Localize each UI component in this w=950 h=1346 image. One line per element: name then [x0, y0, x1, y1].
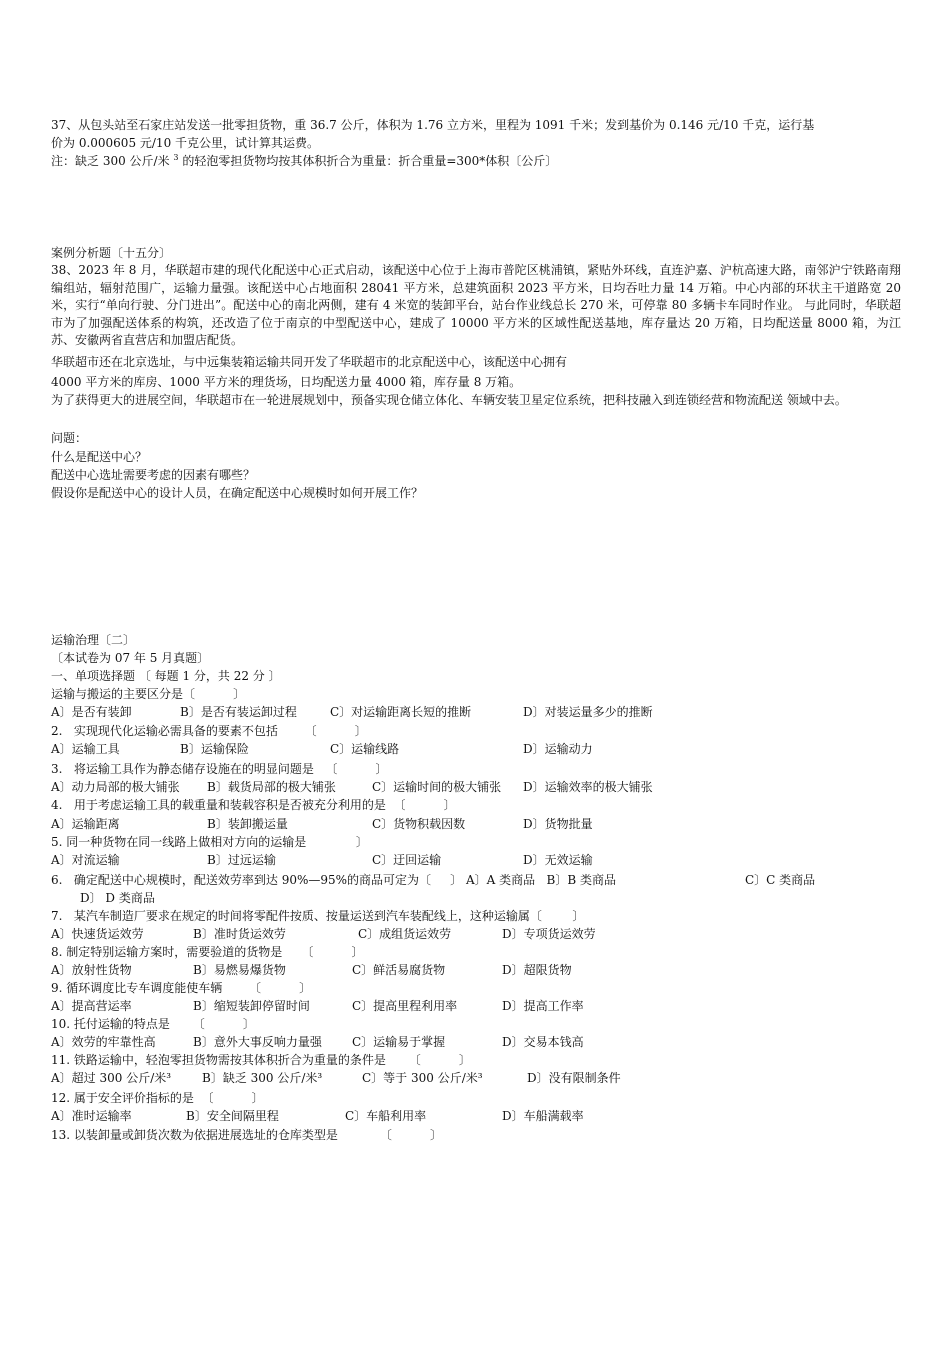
- exam-title: 运输治理〔二〕: [51, 633, 136, 647]
- mcq-option: D〕运输效率的极大铺张: [523, 780, 653, 794]
- mcq-option: A〕快速货运效劳: [51, 927, 144, 941]
- mcq-option: A〕动力局部的极大铺张: [51, 780, 180, 794]
- mcq-option: A〕运输工具: [51, 742, 120, 756]
- mcq-option: C〕运输易于掌握: [352, 1035, 446, 1049]
- mcq-option: B〕运输保险: [180, 742, 249, 756]
- mcq-question: 7. 某汽车制造厂要求在规定的时间将零配件按质、按量运送到汽车装配线上，这种运输属〔 〕: [51, 909, 585, 923]
- mcq-option: C〕等于 300 公斤/米³: [362, 1071, 483, 1085]
- mcq-option: D〕没有限制条件: [527, 1071, 621, 1085]
- exam-subtitle: 〔本试卷为 07 年 5 月真题〕: [51, 651, 210, 665]
- mcq-option: C〕C 类商品: [745, 873, 816, 887]
- mcq-question: 4. 用于考虑运输工具的载重量和装载容积是否被充分利用的是 〔 〕: [51, 798, 456, 812]
- case-question-2: 配送中心选址需要考虑的因素有哪些？: [51, 468, 256, 482]
- mcq-option: B〕易燃易爆货物: [193, 963, 286, 977]
- mcq-option: C〕车船利用率: [345, 1109, 427, 1123]
- q37-note: [51, 153, 557, 170]
- mcq-option: D〕 D 类商品: [80, 891, 155, 905]
- mcq-question: 12. 属于安全评价指标的是 〔 〕: [51, 1091, 264, 1105]
- mcq-option: B〕缩短装卸停留时间: [193, 999, 310, 1013]
- mcq-option: A〕准时运输率: [51, 1109, 132, 1123]
- mcq-question: 运输与搬运的主要区分是〔 〕: [51, 687, 246, 701]
- mcq-option: D〕无效运输: [523, 853, 593, 867]
- mcq-option: D〕专项货运效劳: [502, 927, 596, 941]
- mcq-question: 13. 以装卸量或卸货次数为依据进展选址的仓库类型是 〔 〕: [51, 1128, 443, 1142]
- mcq-question: 9. 循环调度比专车调度能使车辆 〔 〕: [51, 981, 312, 995]
- exam-section-heading: 一、单项选择题 〔 每题 1 分，共 22 分 〕: [51, 669, 281, 683]
- mcq-question: 8. 制定特别运输方案时，需要验道的货物是 〔 〕: [51, 945, 364, 959]
- mcq-question: 6. 确定配送中心规模时，配送效劳率到达 90%—95%的商品可定为〔 〕 A〕A 类商品 B〕B 类商品: [51, 873, 616, 887]
- mcq-option: B〕是否有装运卸过程: [180, 705, 297, 719]
- mcq-option: A〕对流运输: [51, 853, 120, 867]
- mcq-option: B〕装卸搬运量: [207, 817, 288, 831]
- mcq-option: A〕提高营运率: [51, 999, 132, 1013]
- mcq-option: A〕效劳的牢靠性高: [51, 1035, 156, 1049]
- mcq-option: C〕对运输距离长短的推断: [330, 705, 472, 719]
- q37-line-2: 价为 0.000605 元/10 千克公里，试计算其运费。: [51, 136, 320, 150]
- mcq-option: A〕超过 300 公斤/米³: [51, 1071, 172, 1085]
- case-paragraph-3: 为了获得更大的进展空间，华联超市在一轮进展规划中，预备实现仓储立体化、车辆安装卫星定位系统，把科技融入到连锁经营和物流配送 领域中去。: [51, 393, 847, 407]
- mcq-question: 5. 同一种货物在同一线路上做相对方向的运输是 〕: [51, 835, 368, 849]
- mcq-option: A〕是否有装卸: [51, 705, 132, 719]
- mcq-option: C〕提高里程利用率: [352, 999, 458, 1013]
- mcq-option: D〕对装运量多少的推断: [523, 705, 653, 719]
- mcq-option: A〕放射性货物: [51, 963, 132, 977]
- q37-note-post: 的轻泡零担货物均按其体积折合为重量：折合重量=300*体积〔公斤〕: [178, 154, 558, 168]
- mcq-question: 10. 托付运输的特点是 〔 〕: [51, 1017, 255, 1031]
- mcq-option: A〕运输距离: [51, 817, 120, 831]
- mcq-option: B〕准时货运效劳: [193, 927, 286, 941]
- mcq-option: D〕提高工作率: [502, 999, 584, 1013]
- mcq-option: B〕载货局部的极大铺张: [207, 780, 336, 794]
- mcq-option: D〕超限货物: [502, 963, 572, 977]
- q37-note-sup: 3: [173, 153, 179, 162]
- case-paragraph-1: 38、2023 年 8 月，华联超市建的现代化配送中心正式启动，该配送中心位于上海市普陀区桃浦镇，紧贴外环线，直连沪嘉、沪杭高速大路，南邻沪宁铁路南翔编组站，辐射范围广，运输力量强。该配送中心占地面积 28041 平方米，总建筑面积 2023 平方米，日均吞吐力量 14 万箱。中心内部的环状主干道路宽 20 米，实行“单向行驶、分门进出”。配送中心的南北两侧，建有 4 米宽的装卸平台，站台作业线总长 270 米，可停靠 80 多辆卡车同时作业。 与此同时，华联超市为了加强配送体系的构筑，还改造了位于南京的中型配送中心，建成了 10000 平方米的区域性配送基地，库存量达 20 万箱，日均配送量 8000 箱，为江苏、安徽两省直营店和加盟店配货。: [51, 263, 901, 347]
- mcq-option: B〕安全间隔里程: [186, 1109, 279, 1123]
- mcq-option: C〕运输线路: [330, 742, 400, 756]
- mcq-question: 2. 实现现代化运输必需具备的要素不包括 〔 〕: [51, 724, 367, 738]
- mcq-option: C〕运输时间的极大铺张: [372, 780, 502, 794]
- mcq-option: D〕车船满载率: [502, 1109, 584, 1123]
- mcq-option: D〕运输动力: [523, 742, 593, 756]
- mcq-option: B〕过远运输: [207, 853, 276, 867]
- case-paragraph-2a: 华联超市还在北京选址，与中远集装箱运输共同开发了华联超市的北京配送中心，该配送中心拥有: [51, 355, 568, 369]
- q37-note-pre: 注：缺乏 300 公斤/米: [51, 154, 174, 168]
- case-question-3: 假设你是配送中心的设计人员，在确定配送中心规模时如何开展工作？: [51, 486, 424, 500]
- mcq-option: C〕成组货运效劳: [358, 927, 452, 941]
- mcq-option: D〕货物批量: [523, 817, 593, 831]
- case-question-1: 什么是配送中心？: [51, 450, 148, 464]
- q37-line-1: 37、从包头站至石家庄站发送一批零担货物，重 36.7 公斤，体积为 1.76 立方米，里程为 1091 千米；发到基价为 0.146 元/10 千克，运行基: [51, 118, 815, 132]
- mcq-option: C〕货物积载因数: [372, 817, 466, 831]
- case-questions-label: 问题：: [51, 431, 88, 445]
- mcq-option: B〕意外大事反响力量强: [193, 1035, 322, 1049]
- mcq-question: 11. 铁路运输中，轻泡零担货物需按其体积折合为重量的条件是 〔 〕: [51, 1053, 471, 1067]
- mcq-option: C〕迂回运输: [372, 853, 442, 867]
- case-heading: 案例分析题〔十五分〕: [51, 246, 172, 260]
- mcq-option: D〕交易本钱高: [502, 1035, 584, 1049]
- mcq-option: B〕缺乏 300 公斤/米³: [202, 1071, 323, 1085]
- mcq-option: C〕鲜活易腐货物: [352, 963, 446, 977]
- mcq-question: 3. 将运输工具作为静态储存设施在的明显问题是 〔 〕: [51, 762, 388, 776]
- case-paragraph-2b: 4000 平方米的库房、1000 平方米的理货场，日均配送力量 4000 箱，库存量 8 万箱。: [51, 375, 522, 389]
